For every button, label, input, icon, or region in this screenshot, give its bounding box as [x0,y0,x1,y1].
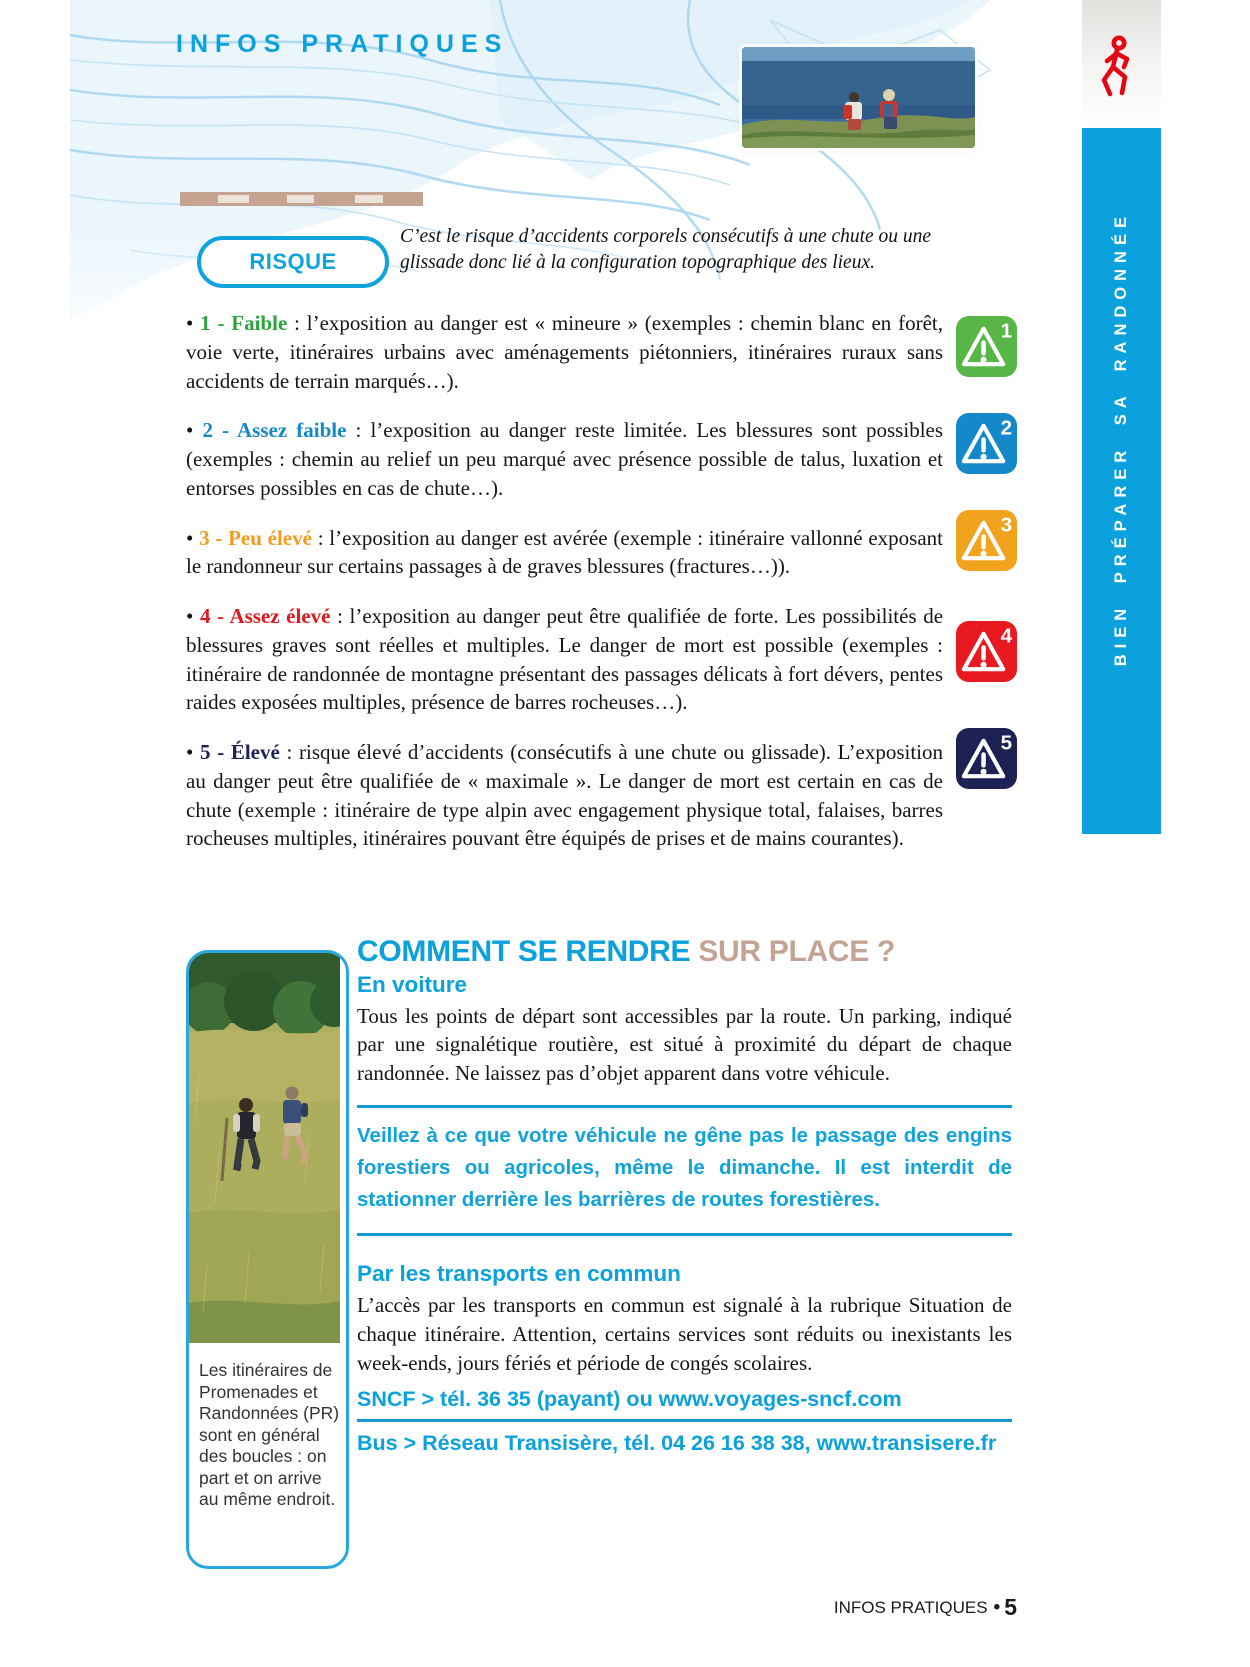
blaze-dash [355,195,383,203]
risque-badge: RISQUE [197,236,389,288]
risque-intro-text: C’est le risque d’accidents corporels consécutifs à une chute ou une glissade donc lié à la configuration topographique des lieux. [400,226,932,274]
car-paragraph: Tous les points de départ sont accessibles par la route. Un parking, indiqué par une signalétique routière, est situé à proximité du départ de chaque randonnée. Ne laissez pas d’objet apparent dans votre véhicule. [357,1003,1012,1086]
svg-text:1: 1 [1000,319,1013,343]
risk-level-text: : l’exposition au danger est avérée (exemple : itinéraire vallonné exposant le randonneur sur certains passages à de graves blessures (fractures…)). [186,525,944,579]
risk-level-text: : risque élevé d’accidents (consécutifs à une chute ou glissade). L’exposition au danger peut être qualifiée de « maximale ». Le danger de mort est certain en cas de chute (exemple : itinéraire de type alpin avec engagement physique total, falaises, barres rocheuses multiples, itinéraires pouvant être équipés de prises et de mains courantes). [186,740,944,851]
page-footer [357,1594,1017,1621]
risk-level-item [186,309,943,395]
bullet: • [186,418,194,443]
meadow-photo [189,953,340,1343]
bullet: • [186,311,194,335]
risk-level-list [186,288,943,864]
section-title-primary: COMMENT SE RENDRE [357,935,691,968]
public-transport-heading: Par les transports en commun [357,1261,681,1287]
bus-contact-line: Bus > Réseau Transisère, tél. 04 26 16 38 38, www.transisere.fr [357,1431,997,1456]
hikers-photo-card [186,950,349,1569]
public-transport-paragraph: L’accès par les transports en commun est signalé à la rubrique Situation de chaque itinéraire. Attention, certains services sont réduits ou inexistants les week-ends, jours fériés et période de congés scolaires. [357,1293,1012,1376]
svg-text:4: 4 [1000,624,1013,648]
divider-rule-top [357,1105,1012,1108]
car-heading: En voiture [357,971,468,997]
divider-rule-bottom [357,1233,1012,1236]
risk-level-text: : l’exposition au danger peut être qualifiée de forte. Les possibilités de blessures graves sont réelles et multiples. Le danger de mort est possible (exemples : itinéraire de randonnée de montagne présentant des passages délicats à fort dévers, pentes raides exposées multiples, présence de barres rocheuses…). [186,604,944,715]
page-title: INFOS PRATIQUES [176,30,509,58]
risk-level-text: : l’exposition au danger reste limitée. Les blessures sont possibles (exemples : chemin au relief un peu marqué avec présence possible de talus, luxation et entorses possibles en cas de chute…). [186,418,944,500]
sidebar-vertical-banner [1082,128,1161,834]
risk-level-label: 1 - Faible [200,311,288,335]
risk-level-item [186,738,943,853]
page-number: 5 [1004,1594,1017,1620]
risk-level-item [186,524,943,582]
seaside-photo [742,47,975,148]
risk-level-text: : l’exposition au danger est « mineure » (exemples : chemin blanc en forêt, voie verte, itinéraires urbains avec aménagements piétonniers, itinéraires ruraux sans accidents de terrain marqués…). [186,311,943,393]
risk-level-label: 5 - Élevé [200,740,280,765]
warning-triangle-icon-level-2 [955,412,1018,475]
svg-text:2: 2 [1000,416,1013,440]
vehicle-callout: Veillez à ce que votre véhicule ne gêne pas le passage des engins forestiers ou agricoles, même le dimanche. Il est interdit de stationner derrière les barrières de routes forestières. [357,1124,1012,1212]
risk-level-label: 3 - Peu élevé [199,525,312,550]
svg-text:5: 5 [1000,731,1013,755]
trail-blaze-bar [180,192,423,206]
transport-section [357,936,1012,1456]
sncf-contact-line: SNCF > tél. 36 35 (payant) ou www.voyages-sncf.com [357,1387,1012,1422]
bullet: • [186,740,194,765]
hiker-icon [1094,34,1142,102]
warning-triangle-icon-level-4 [955,620,1018,683]
seaside-photo-art [742,47,975,148]
sidebar-vertical-text: BIEN PRÉPARER SA RANDONNÉE [1112,211,1130,667]
risk-level-label: 4 - Assez élevé [199,604,331,629]
section-title-secondary: SUR PLACE ? [690,935,895,968]
risk-level-label: 2 - Assez faible [202,418,347,443]
photo-caption: Les itinéraires de Promenades et Randonnées (PR) sont en général des boucles : on part et on arrive au même endroit. [199,1360,340,1510]
bullet: • [186,604,194,629]
risk-level-item [186,602,943,717]
blaze-dash [287,195,314,203]
warning-triangle-icon-level-3 [955,509,1018,572]
blaze-dash [218,195,249,203]
footer-separator: • [993,1597,1001,1618]
bullet: • [186,525,194,550]
risk-level-item [186,416,943,502]
warning-triangle-icon-level-5 [955,727,1018,790]
warning-triangle-icon-level-1 [955,315,1018,378]
footer-label: INFOS PRATIQUES [833,1598,988,1617]
svg-text:3: 3 [1000,513,1013,537]
section-title [357,936,1012,968]
